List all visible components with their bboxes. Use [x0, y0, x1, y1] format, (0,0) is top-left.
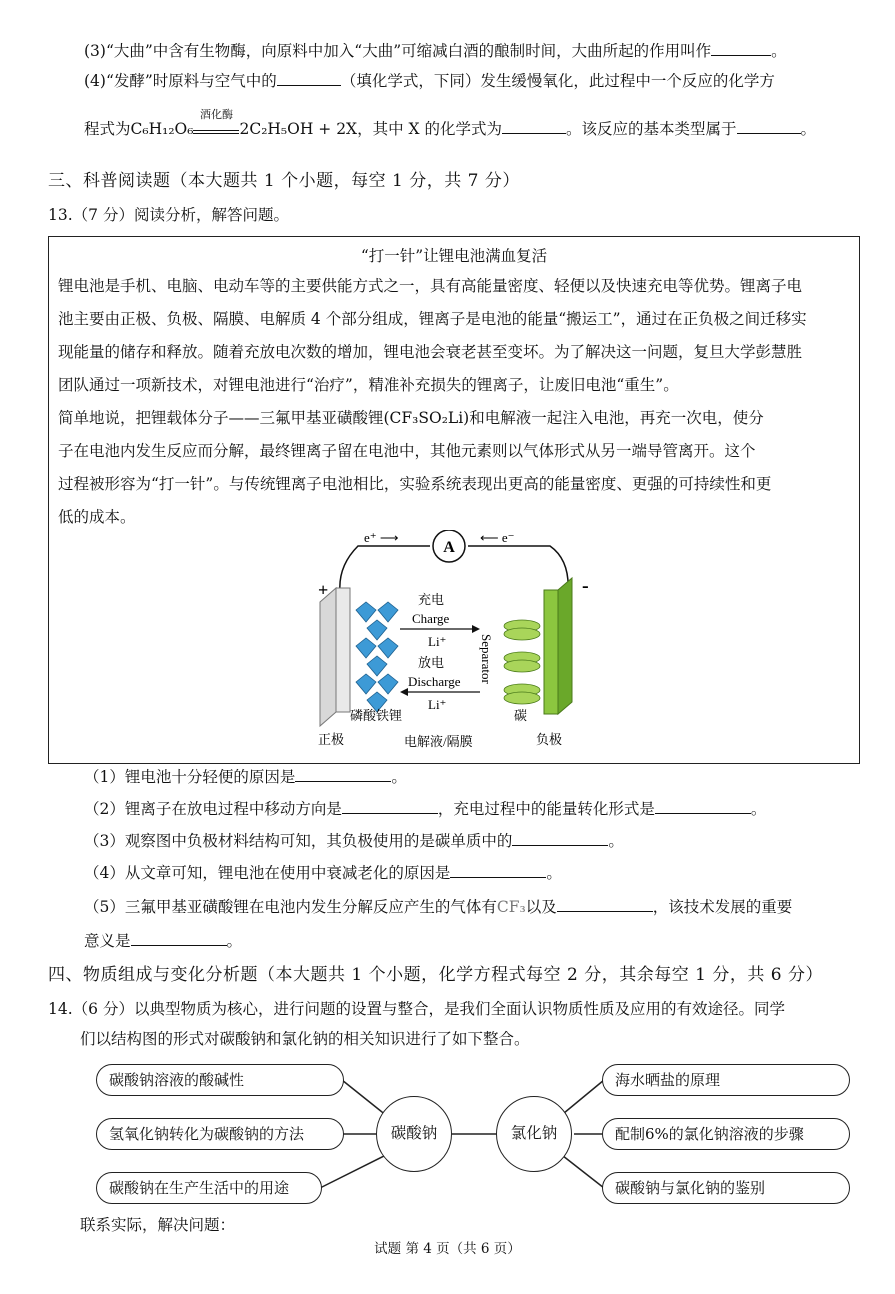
- q13-item-4: （4）从文章可知，锂电池在使用中衰减老化的原因是 。: [84, 864, 562, 882]
- answer-blank[interactable]: [131, 931, 227, 946]
- section-3-title: 三、科普阅读题（本大题共 1 个小题，每空 1 分，共 7 分）: [48, 171, 520, 191]
- article-body: [58, 270, 854, 534]
- article-line: 子在电池内发生反应而分解，最终锂离子留在电池中，其他元素则以气体形式从另一端导管离开。这个: [58, 442, 756, 460]
- cathode-plate: [320, 588, 350, 726]
- node-identification: 碳酸钠与氯化钠的鉴别: [602, 1172, 850, 1204]
- equation-condition: 酒化酶: [199, 108, 233, 121]
- answer-blank[interactable]: [342, 799, 438, 814]
- graphite-layers: [504, 620, 540, 704]
- q13-item-3: （3）观察图中负极材料结构可知，其负极使用的是碳单质中的 。: [84, 832, 624, 850]
- answer-blank[interactable]: [711, 41, 771, 56]
- answer-blank[interactable]: [655, 799, 751, 814]
- answer-blank[interactable]: [450, 863, 546, 878]
- electron-left: e⁺ ⟶: [364, 530, 399, 545]
- q13-item-2: （2）锂离子在放电过程中移动方向是 ，充电过程中的能量转化形式是 。: [84, 800, 767, 818]
- charge-en: Charge: [412, 611, 450, 626]
- page-footer: 试题 第 4 页（共 6 页）: [374, 1241, 521, 1257]
- anode-plate: [544, 578, 572, 714]
- article-line: 团队通过一项新技术，对锂电池进行“治疗”，精准补充损失的锂离子，让废旧电池“重生”。: [58, 376, 679, 394]
- article-line: 简单地说，把锂载体分子——三氟甲基亚磺酸锂(CF₃SO₂Li)和电解液一起注入电池，再充一次电，使分: [58, 409, 764, 427]
- anode-label: 负极: [536, 732, 563, 747]
- equation-arrow: [193, 108, 239, 134]
- closing-text: 联系实际，解决问题：: [80, 1216, 236, 1234]
- answer-blank[interactable]: [557, 897, 653, 912]
- plus-sign: +: [318, 580, 329, 600]
- article-line: 池主要由正极、负极、隔膜、电解质 4 个部分组成，锂离子是电池的能量“搬运工”，通过在正负极之间迁移实: [58, 310, 807, 328]
- discharge-cn: 放电: [418, 655, 445, 670]
- node-na2co3-acidity: 碳酸钠溶液的酸碱性: [96, 1064, 344, 1096]
- answer-blank[interactable]: [502, 119, 566, 134]
- q14-stem-line1: 14.（6 分）以典型物质为核心，进行问题的设置与整合，是我们全面认识物质性质及应用的有效途径。同学: [48, 1000, 785, 1018]
- equation-left: C₆H₁₂O₆: [130, 120, 194, 138]
- article-line: 低的成本。: [58, 508, 136, 526]
- node-nacl-solution-steps: 配制6%的氯化钠溶液的步骤: [602, 1118, 850, 1150]
- q12-part4-line1: (4)“发酵”时原料与空气中的 （填化学式，下同）发生缓慢氧化，此过程中一个反应的化学方: [84, 72, 775, 90]
- li-ion-bottom: Li⁺: [428, 697, 447, 712]
- q13-item-1: （1）锂电池十分轻便的原因是 。: [84, 768, 407, 786]
- node-na2co3-uses: 碳酸钠在生产生活中的用途: [96, 1172, 322, 1204]
- q12-equation-line: 程式为C₆H₁₂O₆ 酒化酶 2C₂H₅OH + 2X，其中 X 的化学式为 。该反应的基本类型属于 。: [84, 118, 816, 140]
- separator-label: Separator: [479, 634, 494, 684]
- node-naoh-to-na2co3: 氢氧化钠转化为碳酸钠的方法: [96, 1118, 344, 1150]
- q13-item-5-cont: 意义是 。: [84, 932, 243, 950]
- battery-diagram: [300, 530, 620, 755]
- answer-blank[interactable]: [277, 71, 341, 86]
- section-4-title: 四、物质组成与变化分析题（本大题共 1 个小题，化学方程式每空 2 分，其余每空 1 分，共 6 分）: [48, 965, 823, 985]
- answer-blank[interactable]: [512, 831, 608, 846]
- article-line: 锂电池是手机、电脑、电动车等的主要供能方式之一，具有高能量密度、轻便以及快速充电等优势。锂离子电: [58, 277, 803, 295]
- electrolyte-label: 电解液/隔膜: [404, 734, 473, 749]
- electron-right: ⟵ e⁻: [480, 530, 515, 545]
- discharge-en: Discharge: [408, 674, 461, 689]
- q12-part3: (3)“大曲”中含有生物酶，向原料中加入“大曲”可缩减白酒的酿制时间，大曲所起的作用叫作 。: [84, 42, 787, 60]
- q14-stem-line2: 们以结构图的形式对碳酸钠和氯化钠的相关知识进行了如下整合。: [80, 1030, 530, 1048]
- center-sodium-carbonate: 碳酸钠: [376, 1096, 452, 1172]
- ammeter-label: A: [443, 539, 455, 556]
- li-ion-top: Li⁺: [428, 634, 447, 649]
- equation-right: 2C₂H₅OH + 2X: [239, 120, 358, 138]
- answer-blank[interactable]: [737, 119, 801, 134]
- answer-blank[interactable]: [295, 767, 391, 782]
- article-title: “打一针”让锂电池满血复活: [360, 247, 548, 265]
- q13-stem: 13.（7 分）阅读分析，解答问题。: [48, 206, 289, 224]
- q13-item-5: （5）三氟甲基亚磺酸锂在电池内发生分解反应产生的气体有CF₃以及 ，该技术发展的重要: [84, 898, 793, 916]
- minus-sign: -: [582, 575, 589, 597]
- node-sea-salt: 海水晒盐的原理: [602, 1064, 850, 1096]
- cathode-material-label: 磷酸铁锂: [350, 708, 403, 723]
- lifepo4-crystals: [356, 602, 398, 712]
- center-sodium-chloride: 氯化钠: [496, 1096, 572, 1172]
- article-line: 过程被形容为“打一针”。与传统锂离子电池相比，实验系统表现出更高的能量密度、更强的可持续性和更: [58, 475, 772, 493]
- anode-material-label: 碳: [514, 708, 528, 723]
- article-line: 现能量的储存和释放。随着充放电次数的增加，锂电池会衰老甚至变坏。为了解决这一问题，复旦大学彭慧胜: [58, 343, 803, 361]
- charge-cn: 充电: [418, 592, 445, 607]
- cathode-label: 正极: [318, 732, 345, 747]
